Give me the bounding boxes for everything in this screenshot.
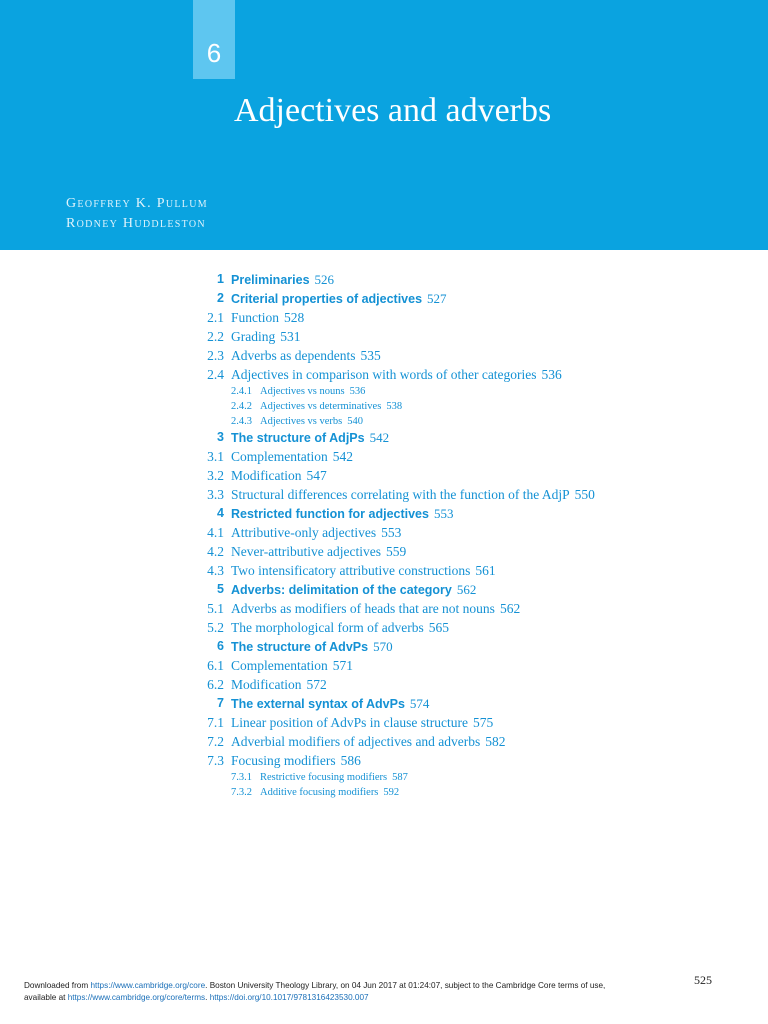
toc-entry-number: 2.4.2 bbox=[231, 400, 252, 412]
toc-entry[interactable] bbox=[0, 346, 768, 365]
toc-entry-number: 5.2 bbox=[207, 620, 224, 636]
toc-entry-title: Linear position of AdvPs in clause structure bbox=[231, 715, 468, 731]
toc-entry-number: 2.2 bbox=[207, 329, 224, 344]
toc-entry-title: Restricted function for adjectives bbox=[231, 507, 429, 522]
toc-entry-text bbox=[231, 485, 595, 504]
toc-entry[interactable] bbox=[0, 523, 768, 542]
toc-entry-number: 3.2 bbox=[207, 468, 224, 484]
toc-entry[interactable] bbox=[0, 694, 768, 713]
toc-entry[interactable] bbox=[0, 561, 768, 580]
toc-entry-title: Additive focusing modifiers bbox=[260, 787, 379, 799]
author-name: Geoffrey K. Pullum bbox=[66, 196, 208, 211]
toc-entry-text bbox=[231, 346, 381, 365]
toc-entry-number: 2.4.1 bbox=[231, 386, 252, 397]
toc-entry-title: The external syntax of AdvPs bbox=[231, 697, 405, 712]
toc-entry-number: 2.3 bbox=[207, 348, 224, 363]
toc-entry[interactable] bbox=[0, 675, 768, 694]
toc-entry-page: 542 bbox=[369, 430, 390, 446]
toc-entry-number: 4 bbox=[217, 506, 224, 521]
toc-entry[interactable] bbox=[0, 384, 768, 399]
toc-entry-number: 2.4 bbox=[207, 367, 224, 382]
toc-entry-number: 3 bbox=[217, 430, 224, 445]
terms-link[interactable]: https://www.cambridge.org/core/terms bbox=[67, 993, 206, 1002]
toc-entry-number: 7.1 bbox=[207, 715, 224, 731]
toc-entry-title: Focusing modifiers bbox=[231, 753, 336, 769]
toc-entry-number: 6.1 bbox=[207, 658, 224, 674]
toc-entry-title: Attributive-only adjectives bbox=[231, 525, 377, 541]
toc-entry-page: 575 bbox=[472, 715, 494, 731]
toc-entry-title: Adverbs as dependents bbox=[231, 348, 356, 363]
toc-entry-text bbox=[231, 327, 301, 346]
toc-entry[interactable] bbox=[0, 656, 768, 675]
toc-entry-page: 547 bbox=[306, 468, 327, 484]
toc-entry-number: 7 bbox=[217, 696, 224, 711]
toc-entry-number: 1 bbox=[217, 272, 224, 286]
toc-entry-text bbox=[231, 504, 453, 524]
toc-entry-title: Function bbox=[231, 310, 280, 325]
toc-entry-text bbox=[231, 675, 327, 694]
toc-entry[interactable] bbox=[0, 327, 768, 346]
toc-entry-page: 592 bbox=[383, 787, 400, 799]
toc-entry-number: 6 bbox=[217, 639, 224, 654]
chapter-title: Adjectives and adverbs bbox=[234, 92, 552, 129]
toc-entry-number: 6.2 bbox=[207, 677, 224, 693]
toc-entry-text bbox=[260, 785, 399, 800]
toc-entry[interactable] bbox=[0, 785, 768, 800]
toc-entry-text bbox=[231, 732, 506, 751]
footer-text: . bbox=[205, 993, 210, 1002]
toc-entry-text bbox=[260, 770, 408, 785]
toc-entry-text bbox=[231, 365, 562, 384]
toc-entry-text bbox=[231, 289, 447, 309]
toc-entry-page: 528 bbox=[284, 310, 305, 325]
toc-entry-number: 3.3 bbox=[207, 487, 224, 503]
toc-entry-title: Grading bbox=[231, 329, 276, 344]
toc-entry-title: Adverbs as modifiers of heads that are not nouns bbox=[231, 601, 495, 617]
toc-entry-text bbox=[231, 542, 406, 561]
toc-entry-title: Preliminaries bbox=[231, 273, 310, 287]
toc-entry-title: Complementation bbox=[231, 449, 328, 465]
toc-entry-text bbox=[231, 599, 520, 618]
chapter-number: 6 bbox=[206, 38, 222, 68]
toc-entry[interactable] bbox=[0, 289, 768, 308]
toc-entry-number: 5.1 bbox=[207, 601, 224, 617]
cambridge-core-link[interactable]: https://www.cambridge.org/core bbox=[90, 981, 206, 990]
toc-entry-page: 561 bbox=[475, 563, 496, 579]
toc-entry[interactable] bbox=[0, 466, 768, 485]
toc-entry-text bbox=[231, 713, 493, 732]
toc-entry[interactable] bbox=[0, 542, 768, 561]
toc-entry-text bbox=[231, 751, 361, 770]
toc-entry-page: 587 bbox=[392, 772, 408, 784]
toc-entry-number: 4.2 bbox=[207, 544, 224, 560]
toc-entry-number: 5 bbox=[217, 582, 224, 597]
toc-entry-page: 538 bbox=[386, 400, 403, 412]
toc-entry-title: Adjectives vs verbs bbox=[260, 415, 343, 427]
toc-entry-page: 562 bbox=[499, 601, 521, 617]
toc-entry-number: 7.3.2 bbox=[231, 787, 252, 799]
toc-entry-page: 535 bbox=[360, 348, 381, 363]
toc-entry[interactable] bbox=[0, 599, 768, 618]
toc-entry[interactable] bbox=[0, 618, 768, 637]
toc-entry-text bbox=[231, 428, 389, 448]
toc-entry-page: 550 bbox=[574, 487, 595, 503]
toc-entry-title: Never-attributive adjectives bbox=[231, 544, 382, 560]
toc-entry-text bbox=[231, 561, 496, 580]
toc-entry-number: 3.1 bbox=[207, 449, 224, 465]
toc-entry-page: 536 bbox=[349, 386, 366, 397]
toc-entry[interactable] bbox=[0, 447, 768, 466]
toc-entry[interactable] bbox=[0, 399, 768, 414]
toc-entry-title: Restrictive focusing modifiers bbox=[260, 772, 388, 784]
chapter-banner bbox=[0, 0, 768, 250]
download-notice bbox=[24, 980, 744, 1004]
toc-entry-text bbox=[231, 618, 449, 637]
toc-entry-text bbox=[260, 399, 402, 414]
toc-entry[interactable] bbox=[0, 365, 768, 384]
toc-entry-number: 7.3.1 bbox=[231, 772, 252, 784]
footer-text: . Boston University Theology Library, on 04 Jun 2017 at 01:24:07, subject to the Cambridge Core terms of use, bbox=[205, 981, 606, 990]
chapter-number-box bbox=[193, 0, 235, 79]
toc-entry[interactable] bbox=[0, 580, 768, 599]
toc-entry-page: 527 bbox=[427, 291, 447, 306]
page-number: 525 bbox=[694, 973, 712, 987]
toc-entry-title: Modification bbox=[231, 677, 302, 693]
toc-entry[interactable] bbox=[0, 713, 768, 732]
toc-entry-page: 571 bbox=[332, 658, 353, 674]
author-name: Rodney Huddleston bbox=[66, 216, 206, 231]
toc-entry[interactable] bbox=[0, 751, 768, 770]
toc-entry-number: 2.4.3 bbox=[231, 415, 252, 427]
toc-entry-title: Adjectives in comparison with words of other categories bbox=[231, 367, 537, 382]
toc-entry-title: The structure of AdvPs bbox=[231, 640, 369, 655]
toc-entry[interactable] bbox=[0, 414, 768, 429]
toc-entry-title: Adjectives vs determinatives bbox=[260, 400, 382, 412]
toc-entry-number: 7.3 bbox=[207, 753, 224, 769]
toc-entry[interactable] bbox=[0, 770, 768, 785]
toc-entry-page: 526 bbox=[314, 272, 335, 287]
toc-entry-text bbox=[231, 308, 304, 327]
toc-entry[interactable] bbox=[0, 270, 768, 289]
chapter-authors bbox=[66, 194, 208, 234]
toc-entry-number: 4.3 bbox=[207, 563, 224, 579]
toc-entry-page: 553 bbox=[381, 525, 402, 541]
toc-entry-title: Structural differences correlating with the function of the AdjP bbox=[231, 487, 570, 503]
toc-entry-text bbox=[260, 384, 365, 399]
footer-text: available at bbox=[24, 993, 68, 1002]
toc-entry-text bbox=[260, 414, 363, 429]
toc-entry[interactable] bbox=[0, 308, 768, 327]
toc-entry-page: 562 bbox=[456, 582, 477, 598]
toc-entry[interactable] bbox=[0, 732, 768, 751]
toc-entry-text bbox=[231, 694, 429, 714]
toc-entry-page: 559 bbox=[386, 544, 407, 560]
toc-entry-page: 531 bbox=[280, 329, 301, 344]
toc-entry-number: 7.2 bbox=[207, 734, 224, 750]
toc-entry-text bbox=[231, 466, 327, 485]
toc-entry-number: 2.1 bbox=[207, 310, 224, 325]
doi-link[interactable]: https://doi.org/10.1017/9781316423530.007 bbox=[209, 993, 369, 1002]
toc-entry-text bbox=[231, 270, 334, 290]
toc-entry-page: 570 bbox=[373, 639, 393, 655]
toc-entry[interactable] bbox=[0, 485, 768, 504]
toc-entry-title: The structure of AdjPs bbox=[231, 431, 365, 446]
toc-entry-page: 582 bbox=[485, 734, 506, 750]
toc-entry-text bbox=[231, 637, 393, 657]
toc-entry-page: 565 bbox=[428, 620, 449, 636]
toc-entry-title: Adverbs: delimitation of the category bbox=[231, 583, 452, 598]
toc-entry-page: 536 bbox=[541, 367, 562, 382]
toc-entry-title: Adjectives vs nouns bbox=[260, 386, 345, 397]
toc-entry-page: 553 bbox=[433, 506, 454, 522]
toc-entry-title: Criterial properties of adjectives bbox=[231, 292, 423, 306]
toc-entry[interactable] bbox=[0, 504, 768, 523]
toc-entry-page: 574 bbox=[409, 696, 430, 712]
toc-entry-page: 572 bbox=[306, 677, 327, 693]
toc-entry-title: The morphological form of adverbs bbox=[231, 620, 424, 636]
toc-entry-title: Modification bbox=[231, 468, 302, 484]
toc-entry-number: 4.1 bbox=[207, 525, 224, 541]
toc-entry-text bbox=[231, 523, 401, 542]
toc-entry-title: Two intensificatory attributive constructions bbox=[231, 563, 471, 579]
toc-entry-title: Adverbial modifiers of adjectives and adverbs bbox=[231, 734, 481, 750]
table-of-contents bbox=[0, 270, 768, 800]
toc-entry-text bbox=[231, 580, 476, 600]
toc-entry-page: 586 bbox=[340, 753, 361, 769]
toc-entry-title: Complementation bbox=[231, 658, 328, 674]
toc-entry-number: 2 bbox=[217, 291, 224, 305]
toc-entry-page: 542 bbox=[332, 449, 353, 465]
toc-entry-text bbox=[231, 447, 353, 466]
toc-entry[interactable] bbox=[0, 637, 768, 656]
toc-entry-page: 540 bbox=[347, 415, 363, 427]
toc-entry-text bbox=[231, 656, 353, 675]
toc-entry[interactable] bbox=[0, 428, 768, 447]
footer-text: Downloaded from bbox=[24, 981, 91, 990]
